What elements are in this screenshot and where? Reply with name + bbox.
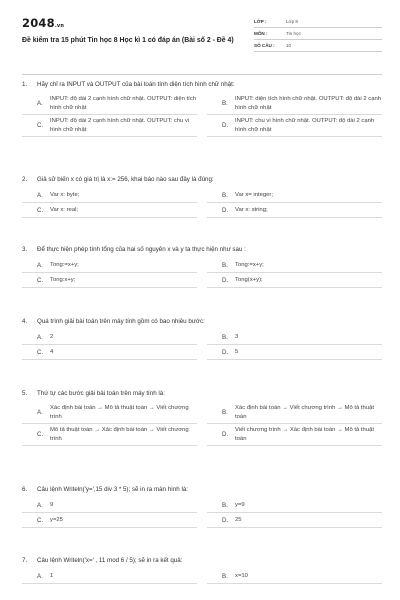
question-text: Để thực hiện phép tính tổng của hai số nguyên x và y ta thực hiện như sau : xyxy=(37,246,246,253)
question-text: Hãy chỉ ra INPUT và OUTPUT của bài toán tính diện tích hình chữ nhật: xyxy=(37,81,235,88)
answer-option-a[interactable]: A. 2 xyxy=(22,330,197,345)
answer-option-d[interactable]: D. INPUT: chu vi hình chữ nhật. OUTPUT: độ dài 2 cạnh hình chữ nhật xyxy=(207,115,382,137)
answer-option-b[interactable]: B. y=9 xyxy=(207,498,382,513)
question-4 xyxy=(22,318,382,360)
answer-option-b[interactable]: B. x=10 xyxy=(207,569,382,584)
question-text: Câu lệnh Writeln('y=',15 div 3 * 5); sẽ in ra màn hình là: xyxy=(37,486,188,493)
answer-option-c[interactable]: C. Tong:x+y; xyxy=(22,273,197,288)
question-1 xyxy=(22,81,382,137)
question-text: Quá trình giải bài toán trên máy tính gồm có bao nhiêu bước: xyxy=(37,318,205,325)
answer-option-c[interactable]: C. Var x: real; xyxy=(22,203,197,218)
answer-option-b[interactable]: B. 3 xyxy=(207,330,382,345)
answer-option-a[interactable]: A. 1 xyxy=(22,569,197,584)
answer-options xyxy=(22,330,382,360)
answer-option-c[interactable]: C. Mô tả thuật toán → Xác định bài toán → Viết chương trình xyxy=(22,424,197,446)
question-number: 5. xyxy=(22,390,28,397)
header-divider xyxy=(22,74,382,75)
info-label: SỐ CÂU : xyxy=(254,43,275,48)
question-text: Giả sử biến x có giá trị là x:= 256, khai báo nào sau đây là đúng: xyxy=(37,176,214,183)
answer-option-a[interactable]: A. Xác định bài toán → Mô tả thuật toán → Viết chương trình xyxy=(22,402,197,424)
answer-options xyxy=(22,258,382,288)
info-label: MÔN : xyxy=(254,31,268,36)
question-6 xyxy=(22,486,382,528)
info-row-subject xyxy=(254,28,382,40)
question-text: Thứ tự các bước giải bài toán trên máy tính là: xyxy=(37,390,165,397)
answer-option-c[interactable]: C. INPUT: độ dài 2 cạnh hình chữ nhật. OUTPUT: chu vi hình chữ nhật xyxy=(22,115,197,137)
answer-option-a[interactable]: A. 9 xyxy=(22,498,197,513)
info-row-question-count xyxy=(254,40,382,52)
answer-option-d[interactable]: D. Tong(x+y); xyxy=(207,273,382,288)
info-label: LỚP : xyxy=(254,19,267,24)
answer-option-a[interactable]: A. Tong:=x+y; xyxy=(22,258,197,273)
question-number: 4. xyxy=(22,318,28,325)
question-number: 7. xyxy=(22,557,28,564)
answer-option-a[interactable]: A. INPUT: độ dài 2 cạnh hình chữ nhật. OUTPUT: diện tích hình chữ nhật xyxy=(22,93,197,115)
answer-option-b[interactable]: B. Tong:=x+y; xyxy=(207,258,382,273)
question-5 xyxy=(22,390,382,446)
exam-info-table xyxy=(254,16,382,66)
question-3 xyxy=(22,246,382,288)
site-logo[interactable]: 2048.vn xyxy=(22,16,65,30)
answer-option-b[interactable]: B. Xác định bài toán → Viết chương trình → Mô tả thuật toán xyxy=(207,402,382,424)
answer-options xyxy=(22,188,382,218)
question-text: Câu lệnh Writeln('x=' , 11 mod 6 / 5); sẽ in ra kết quả: xyxy=(37,557,183,564)
question-number: 1. xyxy=(22,81,28,88)
answer-options xyxy=(22,402,382,446)
question-number: 3. xyxy=(22,246,28,253)
answer-option-c[interactable]: C. 4 xyxy=(22,345,197,360)
answer-options xyxy=(22,93,382,137)
answer-option-b[interactable]: B. INPUT: diện tích hình chữ nhật. OUTPUT: độ dài 2 cạnh hình chữ nhật xyxy=(207,93,382,115)
question-number: 2. xyxy=(22,176,28,183)
question-7 xyxy=(22,557,382,584)
info-row-class xyxy=(254,16,382,28)
info-value: Tin học xyxy=(286,31,301,36)
question-number: 6. xyxy=(22,486,28,493)
answer-option-d[interactable]: D. 5 xyxy=(207,345,382,360)
question-2 xyxy=(22,176,382,218)
answer-option-a[interactable]: A. Var x: byte; xyxy=(22,188,197,203)
answer-option-c[interactable]: C. y=25 xyxy=(22,513,197,528)
answer-option-d[interactable]: D. Var x: string; xyxy=(207,203,382,218)
header xyxy=(22,10,382,66)
answer-options xyxy=(22,498,382,528)
answer-option-d[interactable]: D. Viết chương trình → Xác định bài toán → Mô tả thuật toán xyxy=(207,424,382,446)
answer-option-b[interactable]: B. Var x= integer; xyxy=(207,188,382,203)
answer-option-d[interactable]: D. 25 xyxy=(207,513,382,528)
info-value: Lớp 8 xyxy=(286,19,298,24)
info-value: 10 xyxy=(286,43,292,48)
answer-options xyxy=(22,569,382,584)
page-title: Đề kiểm tra 15 phút Tin học 8 Học kì 1 có đáp án (Bài số 2 - Đề 4) xyxy=(22,37,234,44)
